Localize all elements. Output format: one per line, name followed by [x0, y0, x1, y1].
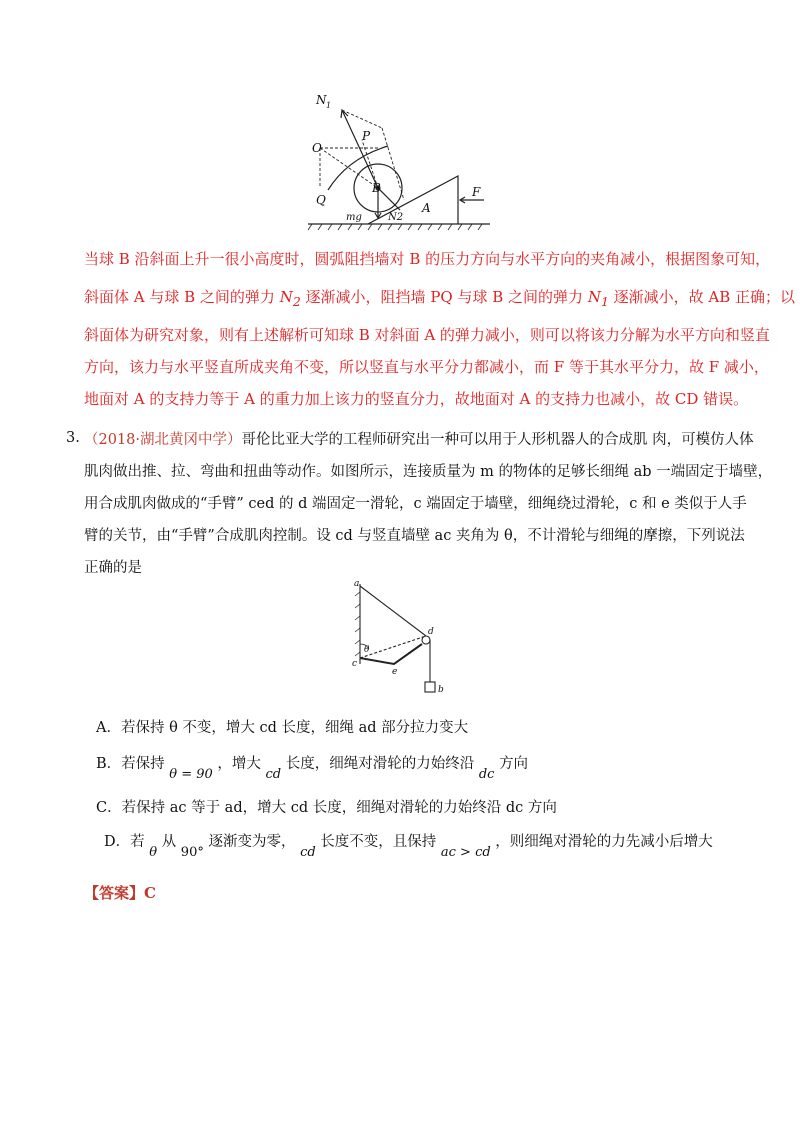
option-d-90: 90° — [180, 845, 204, 860]
arm-pulley-figure — [350, 579, 450, 704]
explanation-line-2b: 逐渐减小，阻挡墙 PQ 与球 B 之间的弹力 — [300, 288, 588, 306]
ground-hatch — [308, 224, 482, 230]
option-b-rest: 长度，细绳对滑轮的力始终沿 — [285, 756, 475, 772]
option-d-mid: 逐渐变为零， — [208, 834, 296, 850]
label-c: c — [352, 659, 358, 669]
label-e: e — [392, 667, 398, 677]
label-n1: N — [316, 93, 327, 107]
label-n2: N2 — [388, 212, 404, 223]
label-o: O — [312, 141, 322, 155]
option-b-cd: cd — [265, 767, 282, 782]
answer-label: 【答案】C — [84, 884, 156, 902]
question-line-4: 臂的关节，由“手臂”合成肌肉控制。设 cd 与竖直墙壁 ac 夹角为 θ，不计滑轮与细绳的摩擦，下列说法 — [84, 528, 745, 544]
explanation-line-1: 当球 B 沿斜面上升一很小高度时，圆弧阻挡墙对 B 的压力方向与水平方向的夹角减小，根据图象可知， — [84, 250, 771, 268]
force-n2-arrow — [378, 188, 400, 210]
option-b-condition: θ = 90 — [169, 767, 213, 782]
question-line-5: 正确的是 — [84, 560, 142, 576]
question-source: （2018·湖北黄冈中学） — [84, 432, 242, 448]
explanation-line-2a: 斜面体 A 与球 B 之间的弹力 — [84, 288, 280, 306]
symbol-n1 — [587, 288, 609, 309]
label-theta: θ — [364, 645, 370, 655]
symbol-n2 — [279, 288, 301, 309]
symbol-n2-base: N — [279, 288, 293, 306]
option-d-end: ，则细绳对滑轮的力先减小后增大 — [495, 834, 713, 850]
question-line-3: 用合成肌肉做成的“手臂” ced 的 d 端固定一滑轮，c 端固定于墙壁，细绳绕过滑轮，c 和 e 类似于人手 — [84, 496, 747, 512]
option-a: A．若保持 θ 不变，增大 cd 长度，细绳 ad 部分拉力变大 — [96, 720, 469, 736]
label-d: d — [428, 627, 434, 637]
explanation-line-5: 地面对 A 的支持力等于 A 的重力加上该力的竖直分力，故地面对 A 的支持力也减小，故 CD 错误。 — [84, 390, 749, 408]
label-f: F — [472, 185, 481, 199]
rope-ad — [360, 586, 426, 636]
option-d-cd: cd — [300, 845, 316, 860]
explanation-line-3: 斜面体为研究对象，则有上述解析可知球 B 对斜面 A 的弹力减小，则可以将该力分解为水平方向和竖直 — [84, 326, 770, 344]
option-b — [96, 752, 529, 782]
force-diagram-figure — [308, 92, 490, 234]
option-c: C．若保持 ac 等于 ad，增大 cd 长度，细绳对滑轮的力始终沿 dc 方向 — [96, 800, 557, 816]
label-b2: b — [438, 685, 444, 695]
symbol-n1-sub: 1 — [600, 294, 609, 309]
dashed-parallelogram-top — [342, 110, 382, 128]
pulley — [422, 636, 430, 644]
wall-hatch — [355, 592, 360, 656]
question-line-2: 肌肉做出推、拉、弯曲和扭曲等动作。如图所示，连接质量为 m 的物体的足够长细绳 ab 一端固定于墙壁， — [84, 464, 773, 480]
force-n1-arrow — [342, 110, 378, 188]
option-b-prefix: B．若保持 — [96, 756, 165, 772]
question-line-1-text: 哥伦比亚大学的工程师研究出一种可以用于人形机器人的合成肌 肉，可模仿人体 — [241, 432, 754, 448]
label-a: A — [422, 201, 431, 215]
mass-block — [425, 682, 435, 692]
label-a2: a — [354, 579, 360, 589]
symbol-n1-base: N — [587, 288, 601, 306]
option-b-dc: dc — [478, 767, 495, 782]
option-d-rest: 长度不变，且保持 — [320, 834, 437, 850]
explanation-line-2 — [84, 286, 796, 313]
dashed-parallelogram-right — [382, 128, 404, 200]
option-d-condition: ac > cd — [440, 845, 491, 860]
option-b-end: 方向 — [499, 756, 529, 772]
symbol-n2-sub: 2 — [292, 294, 301, 309]
explanation-line-4: 方向，该力与水平竖直所成夹角不变，所以竖直与水平分力都减小，而 F 等于其水平分力，故 F 减小， — [84, 358, 769, 376]
label-b: B — [372, 181, 381, 195]
option-d — [104, 830, 713, 860]
option-b-mid: ，增大 — [217, 756, 261, 772]
label-q: Q — [316, 193, 326, 207]
explanation-line-2c: 逐渐减小，故 AB 正确；以 — [608, 288, 796, 306]
label-mg: mg — [346, 212, 362, 223]
option-d-from: 从 — [161, 834, 177, 850]
question-line-1 — [84, 430, 754, 450]
option-d-theta: θ — [149, 845, 158, 860]
option-d-prefix: D．若 — [104, 834, 145, 850]
incline-block-a — [368, 176, 458, 224]
label-n1-sub: 1 — [326, 101, 332, 110]
question-number: 3. — [66, 430, 80, 446]
label-p: P — [362, 129, 371, 143]
